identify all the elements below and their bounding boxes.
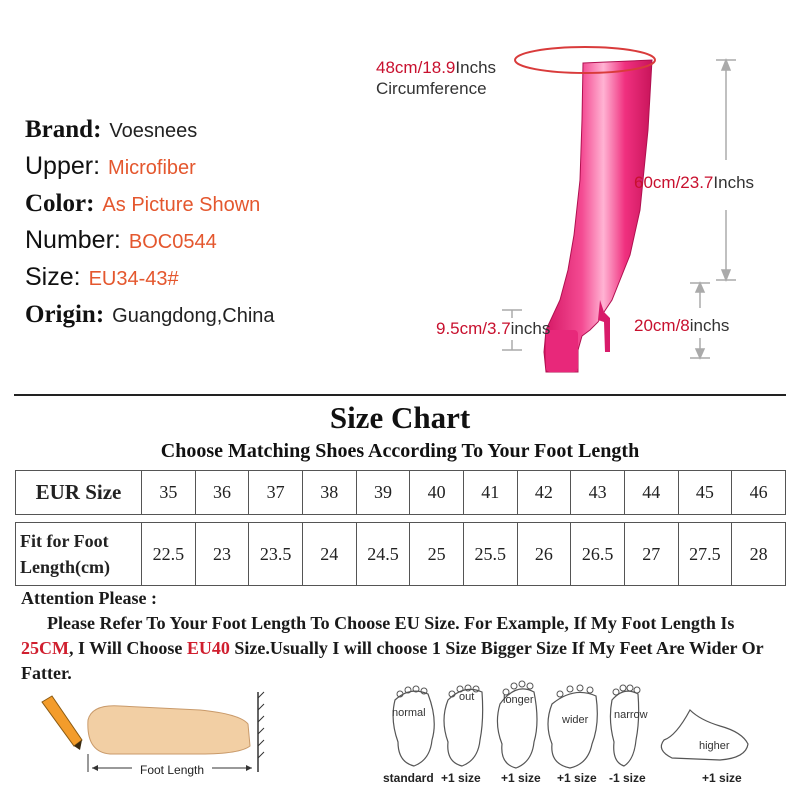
- eur-size-cell: 46: [732, 471, 786, 515]
- size-chart-subtitle: Choose Matching Shoes According To Your Foot Length: [160, 440, 640, 462]
- attention-title: Attention Please :: [21, 588, 157, 608]
- pencil-icon: [42, 696, 82, 746]
- size-label: Size:: [25, 263, 81, 291]
- number-value: BOC0544: [128, 231, 217, 253]
- platform-height-measure: [436, 319, 550, 339]
- size-value: EU34-43#: [88, 268, 179, 290]
- foot-caption-standard: standard: [383, 771, 434, 785]
- attention-note: [21, 586, 781, 686]
- table-row-gap: [16, 515, 786, 523]
- foot-length-cell: 27: [624, 523, 678, 586]
- platform-height-value: 9.5cm/3.7: [436, 319, 511, 338]
- foot-length-cell: 23.5: [249, 523, 303, 586]
- shaft-dimension-line: [716, 60, 736, 280]
- eur-size-cell: 41: [463, 471, 517, 515]
- foot-length-cell: 27.5: [678, 523, 732, 586]
- foot-length-header-line1: Fit for Foot: [20, 531, 109, 551]
- foot-caption-out: +1 size: [441, 771, 481, 785]
- eur-size-cell: 45: [678, 471, 732, 515]
- size-chart-table: [15, 470, 786, 586]
- foot-caption-wider: +1 size: [557, 771, 597, 785]
- foot-label-higher: higher: [699, 740, 730, 752]
- shaft-height-value: 60cm/23.7: [634, 173, 714, 192]
- platform-height-unit: inchs: [510, 319, 551, 338]
- foot-caption-higher: +1 size: [702, 771, 742, 785]
- heel-height-unit: inchs: [689, 316, 730, 335]
- foot-label-longer: longer: [503, 694, 534, 706]
- foot-length-cell: 26: [517, 523, 571, 586]
- brand-label: Brand:: [25, 116, 102, 143]
- foot-normal-icon: [393, 691, 434, 766]
- brand-value: Voesnees: [109, 120, 198, 142]
- foot-length-cell: 22.5: [142, 523, 196, 586]
- number-label: Number:: [25, 226, 121, 254]
- eur-size-cell: 42: [517, 471, 571, 515]
- eur-size-row: [16, 471, 786, 515]
- color-label: Color:: [25, 190, 95, 217]
- foot-measure-illustration: [42, 692, 264, 772]
- foot-outlines: [393, 689, 748, 768]
- size-chart-title: Size Chart: [329, 400, 471, 435]
- foot-caption-narrow: -1 size: [609, 771, 646, 785]
- attention-body: [21, 611, 781, 686]
- foot-narrow-icon: [610, 691, 638, 766]
- foot-length-cell: 25: [410, 523, 464, 586]
- color-value: As Picture Shown: [102, 194, 261, 216]
- section-divider: [14, 394, 786, 396]
- circumference-measure: [376, 58, 496, 78]
- attention-text-3: Size.Usually I will choose 1 Size Bigger Size If My Feet Are Wider Or Fatter.: [21, 638, 764, 683]
- foot-length-cell: 24.5: [356, 523, 410, 586]
- upper-label: Upper:: [25, 152, 101, 180]
- boot-platform: [546, 330, 578, 372]
- eur-size-cell: 39: [356, 471, 410, 515]
- eur-size-cell: 38: [302, 471, 356, 515]
- eur-size-cell: 43: [571, 471, 625, 515]
- attention-text-1: Please Refer To Your Foot Length To Choose EU Size. For Example, If My Foot Length Is: [47, 613, 735, 633]
- foot-length-cell: 24: [302, 523, 356, 586]
- foot-length-cell: 26.5: [571, 523, 625, 586]
- foot-length-header-line2: Length(cm): [20, 557, 110, 577]
- upper-value: Microfiber: [108, 157, 196, 179]
- foot-diagrams: [0, 680, 800, 772]
- attention-text-2: , I Will Choose: [69, 638, 187, 658]
- eur-size-cell: 40: [410, 471, 464, 515]
- eur-size-header: EUR Size: [16, 471, 142, 515]
- foot-length-cell: 23: [195, 523, 249, 586]
- foot-length-header: [16, 523, 142, 586]
- table-gap-cell: [16, 515, 786, 523]
- foot-label-out: out: [459, 691, 475, 703]
- foot-length-row: [16, 523, 786, 586]
- origin-value: Guangdong,China: [112, 305, 275, 327]
- attention-highlight-size: EU40: [186, 638, 230, 658]
- attention-highlight-length: 25CM: [21, 638, 69, 658]
- foot-side-shape: [88, 706, 250, 754]
- eur-size-cell: 35: [142, 471, 196, 515]
- circumference-label: Circumference: [376, 79, 487, 98]
- foot-length-cell: 28: [732, 523, 786, 586]
- shaft-height-measure: [634, 173, 754, 193]
- foot-caption-longer: +1 size: [501, 771, 541, 785]
- foot-length-label: Foot Length: [140, 763, 205, 777]
- foot-wider-icon: [548, 692, 597, 768]
- foot-label-wider: wider: [562, 714, 589, 726]
- circumference-unit: Inchs: [455, 58, 497, 77]
- circumference-value: 48cm/18.9: [376, 58, 456, 77]
- eur-size-cell: 37: [249, 471, 303, 515]
- foot-length-cell: 25.5: [463, 523, 517, 586]
- heel-height-measure: [634, 316, 729, 336]
- eur-size-cell: 36: [195, 471, 249, 515]
- foot-higher-icon: [661, 710, 748, 760]
- shaft-height-unit: Inchs: [713, 173, 755, 192]
- eur-size-cell: 44: [624, 471, 678, 515]
- foot-label-narrow: narrow: [614, 709, 648, 721]
- origin-label: Origin:: [25, 301, 105, 328]
- foot-label-normal: normal: [392, 707, 426, 719]
- heel-height-value: 20cm/8: [634, 316, 690, 335]
